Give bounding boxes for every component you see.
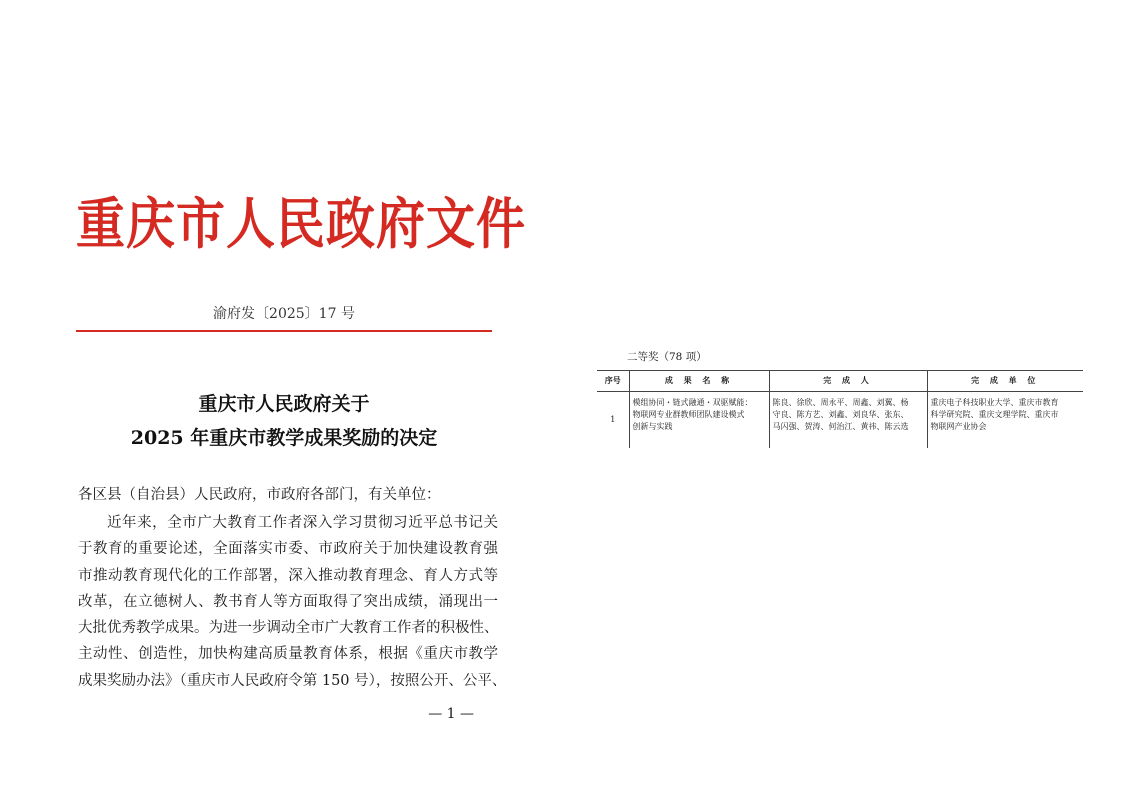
body-line: 近年来，全市广大教育工作者深入学习贯彻习近平总书记关 (107, 515, 498, 531)
table-header-row (597, 371, 1083, 392)
body-line: 市推动教育现代化的工作部署，深入推动教育理念、育人方式等 (78, 567, 498, 584)
decision-title-line-1: 重庆市人民政府关于 (198, 393, 370, 415)
award-table (597, 370, 1083, 448)
cell-units-line: 物联网产业协会 (930, 422, 987, 431)
cell-name-line: 物联网专业群教师团队建设模式 (632, 410, 745, 419)
salutation: 各区县（自治县）人民政府，市政府各部门，有关单位： (78, 487, 441, 503)
decision-title (76, 387, 492, 455)
body-line: 大批优秀教学成果。为进一步调动全市广大教育工作者的积极性、 (78, 620, 499, 637)
right-page (563, 0, 1126, 800)
decision-title-line-2: 2025 年重庆市教学成果奖励的决定 (130, 427, 438, 449)
document-number: 渝府发〔2025〕17 号 (213, 306, 355, 322)
cell-people (769, 392, 927, 449)
column-header-units: 完 成 单 位 (927, 371, 1083, 392)
cell-units-line: 重庆电子科技职业大学、重庆市教育 (930, 398, 1059, 407)
cell-units-line: 科学研究院、重庆文理学院、重庆市 (930, 410, 1059, 419)
cell-people-line: 陈良、徐欣、周永平、周鑫、刘翼、杨 (772, 398, 909, 407)
document-header-title: 重庆市人民政府文件 (76, 192, 527, 257)
body-line: 改革，在立德树人、教书育人等方面取得了突出成绩，涌现出一 (78, 593, 498, 610)
page-number: — 1 — (428, 706, 474, 722)
cell-people-line: 守良、陈方艺、刘鑫、刘良华、张东、 (772, 410, 909, 419)
cell-name (629, 392, 769, 449)
body-line: 于教育的重要论述，全面落实市委、市政府关于加快建设教育强 (78, 541, 498, 558)
column-header-people: 完 成 人 (769, 371, 927, 392)
cell-people-line: 马闪强、贺涛、何治江、黄祎、陈云选 (772, 422, 909, 431)
cell-index: 1 (610, 415, 616, 424)
body-paragraph (78, 510, 507, 694)
column-header-index: 序号 (597, 371, 629, 392)
body-line: 成果奖励办法》（重庆市人民政府令第 150 号），按照公开、公平、 (78, 672, 507, 689)
cell-units (927, 392, 1083, 449)
cell-name-line: 模组协同・链式融通・双驱赋能： (632, 398, 753, 407)
table-row (597, 392, 1083, 449)
column-header-name: 成 果 名 称 (629, 371, 769, 392)
body-line: 主动性、创造性，加快构建高质量教育体系，根据《重庆市教学 (78, 646, 498, 663)
section-caption: 二等奖（78 项） (627, 351, 707, 363)
header-divider (76, 330, 492, 332)
cell-name-line: 创新与实践 (632, 422, 673, 431)
